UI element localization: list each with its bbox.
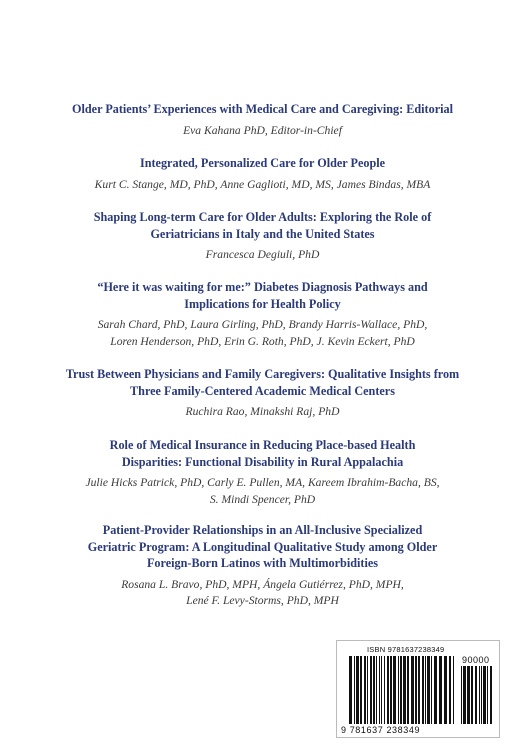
article-authors-line-1: Rosana L. Bravo, PhD, MPH, Ángela Gutiérrez, PhD, MPH, [121,577,404,591]
barcode-bar [471,666,473,724]
barcode-bar [356,656,359,724]
toc-entry [60,155,465,193]
barcode-bar [487,666,488,724]
barcode-bar [439,656,442,724]
article-authors-line-1: Julie Hicks Patrick, PhD, Carly E. Pullen, MA, Kareem Ibrahim-Bacha, BS, [85,476,440,489]
addon-barcode-bars [461,666,495,726]
article-title: Patient-Provider Relationships in an All-Inclusive Specialized Geriatric Program: A Longitudinal Qualitative Study among Older Foreign-Born Latinos with Multimorbidities [87,523,438,570]
barcode-bar [434,656,437,724]
barcode-bar [481,666,482,724]
barcode-bar [425,656,426,724]
article-title: “Here it was waiting for me:” Diabetes Diagnosis Pathways and Implications for Health Policy [97,280,428,311]
article-title: Older Patients’ Experiences with Medical Care and Caregiving: Editorial [72,102,453,116]
barcode-digits: 9 781637 238349 [341,725,421,735]
barcode-bar [364,656,366,724]
article-authors: Eva Kahana PhD, Editor-in-Chief [183,123,342,137]
barcode-bar [431,656,432,724]
toc-entry [60,366,465,421]
toc-entry [60,209,465,264]
barcode-bar [403,656,406,724]
barcode-bar [427,656,430,724]
toc-entry [60,101,465,139]
barcode-bar [373,656,375,724]
barcode-bar [360,656,362,724]
barcode-bar [381,656,382,724]
barcode-addon-digits: 90000 [462,655,490,665]
article-title: Role of Medical Insurance in Reducing Place-based Health Disparities: Functional Disability in Rural Appalachia [109,438,416,469]
barcode-bar [400,656,402,724]
barcode-bar [449,656,451,724]
barcode-bar [407,656,409,724]
toc-entry [60,437,465,508]
barcode-bar [490,666,492,724]
barcode-bar [453,656,454,724]
article-title: Trust Between Physicians and Family Caregivers: Qualitative Insights from Three Family-Centered Academic Medical Centers [65,367,460,398]
barcode-bar [415,656,417,724]
barcode-bar [479,666,480,724]
barcode-bar [483,666,486,724]
isbn-barcode [336,640,500,738]
barcode-bar [393,656,396,724]
barcode-bar [463,666,466,724]
barcode-bar [467,666,470,724]
barcode-bar [398,656,399,724]
article-title: Integrated, Personalized Care for Older People [139,156,386,170]
isbn-label: ISBN 9781637238349 [367,645,445,654]
ean-barcode-bars [349,656,457,726]
barcode-bar [411,656,414,724]
barcode-bar [422,656,424,724]
toc-entry [60,522,465,610]
article-authors: Ruchira Rao, Minakshi Raj, PhD [185,405,340,418]
barcode-bar [390,656,392,724]
barcode-bar [384,656,385,724]
article-authors: Kurt C. Stange, MD, PhD, Anne Gaglioti, MD, MS, James Bindas, MBA [94,177,431,191]
barcode-bar [370,656,372,724]
article-authors-line-2: S. Mindi Spencer, PhD [209,492,316,506]
barcode-bar [379,656,380,724]
barcode-bar [418,656,420,724]
article-title: Shaping Long-term Care for Older Adults: Exploring the Role of Geriatricians in Italy and the United States [93,210,432,241]
barcode-bar [444,656,447,724]
barcode-bar [376,656,377,724]
barcode-bar [367,656,368,724]
article-authors-line-2: Lené F. Levy-Storms, PhD, MPH [186,594,339,607]
article-authors-line-1: Sarah Chard, PhD, Laura Girling, PhD, Brandy Harris-Wallace, PhD, [97,318,428,331]
article-authors: Francesca Degiuli, PhD [205,248,320,261]
barcode-bar [475,666,477,724]
toc-entry [60,279,465,350]
barcode-bar [354,656,355,724]
barcode-bar [387,656,389,724]
article-authors-line-2: Loren Henderson, PhD, Erin G. Roth, PhD, J. Kevin Eckert, PhD [110,334,415,348]
barcode-bar [349,656,352,724]
barcode-bar [461,666,462,724]
